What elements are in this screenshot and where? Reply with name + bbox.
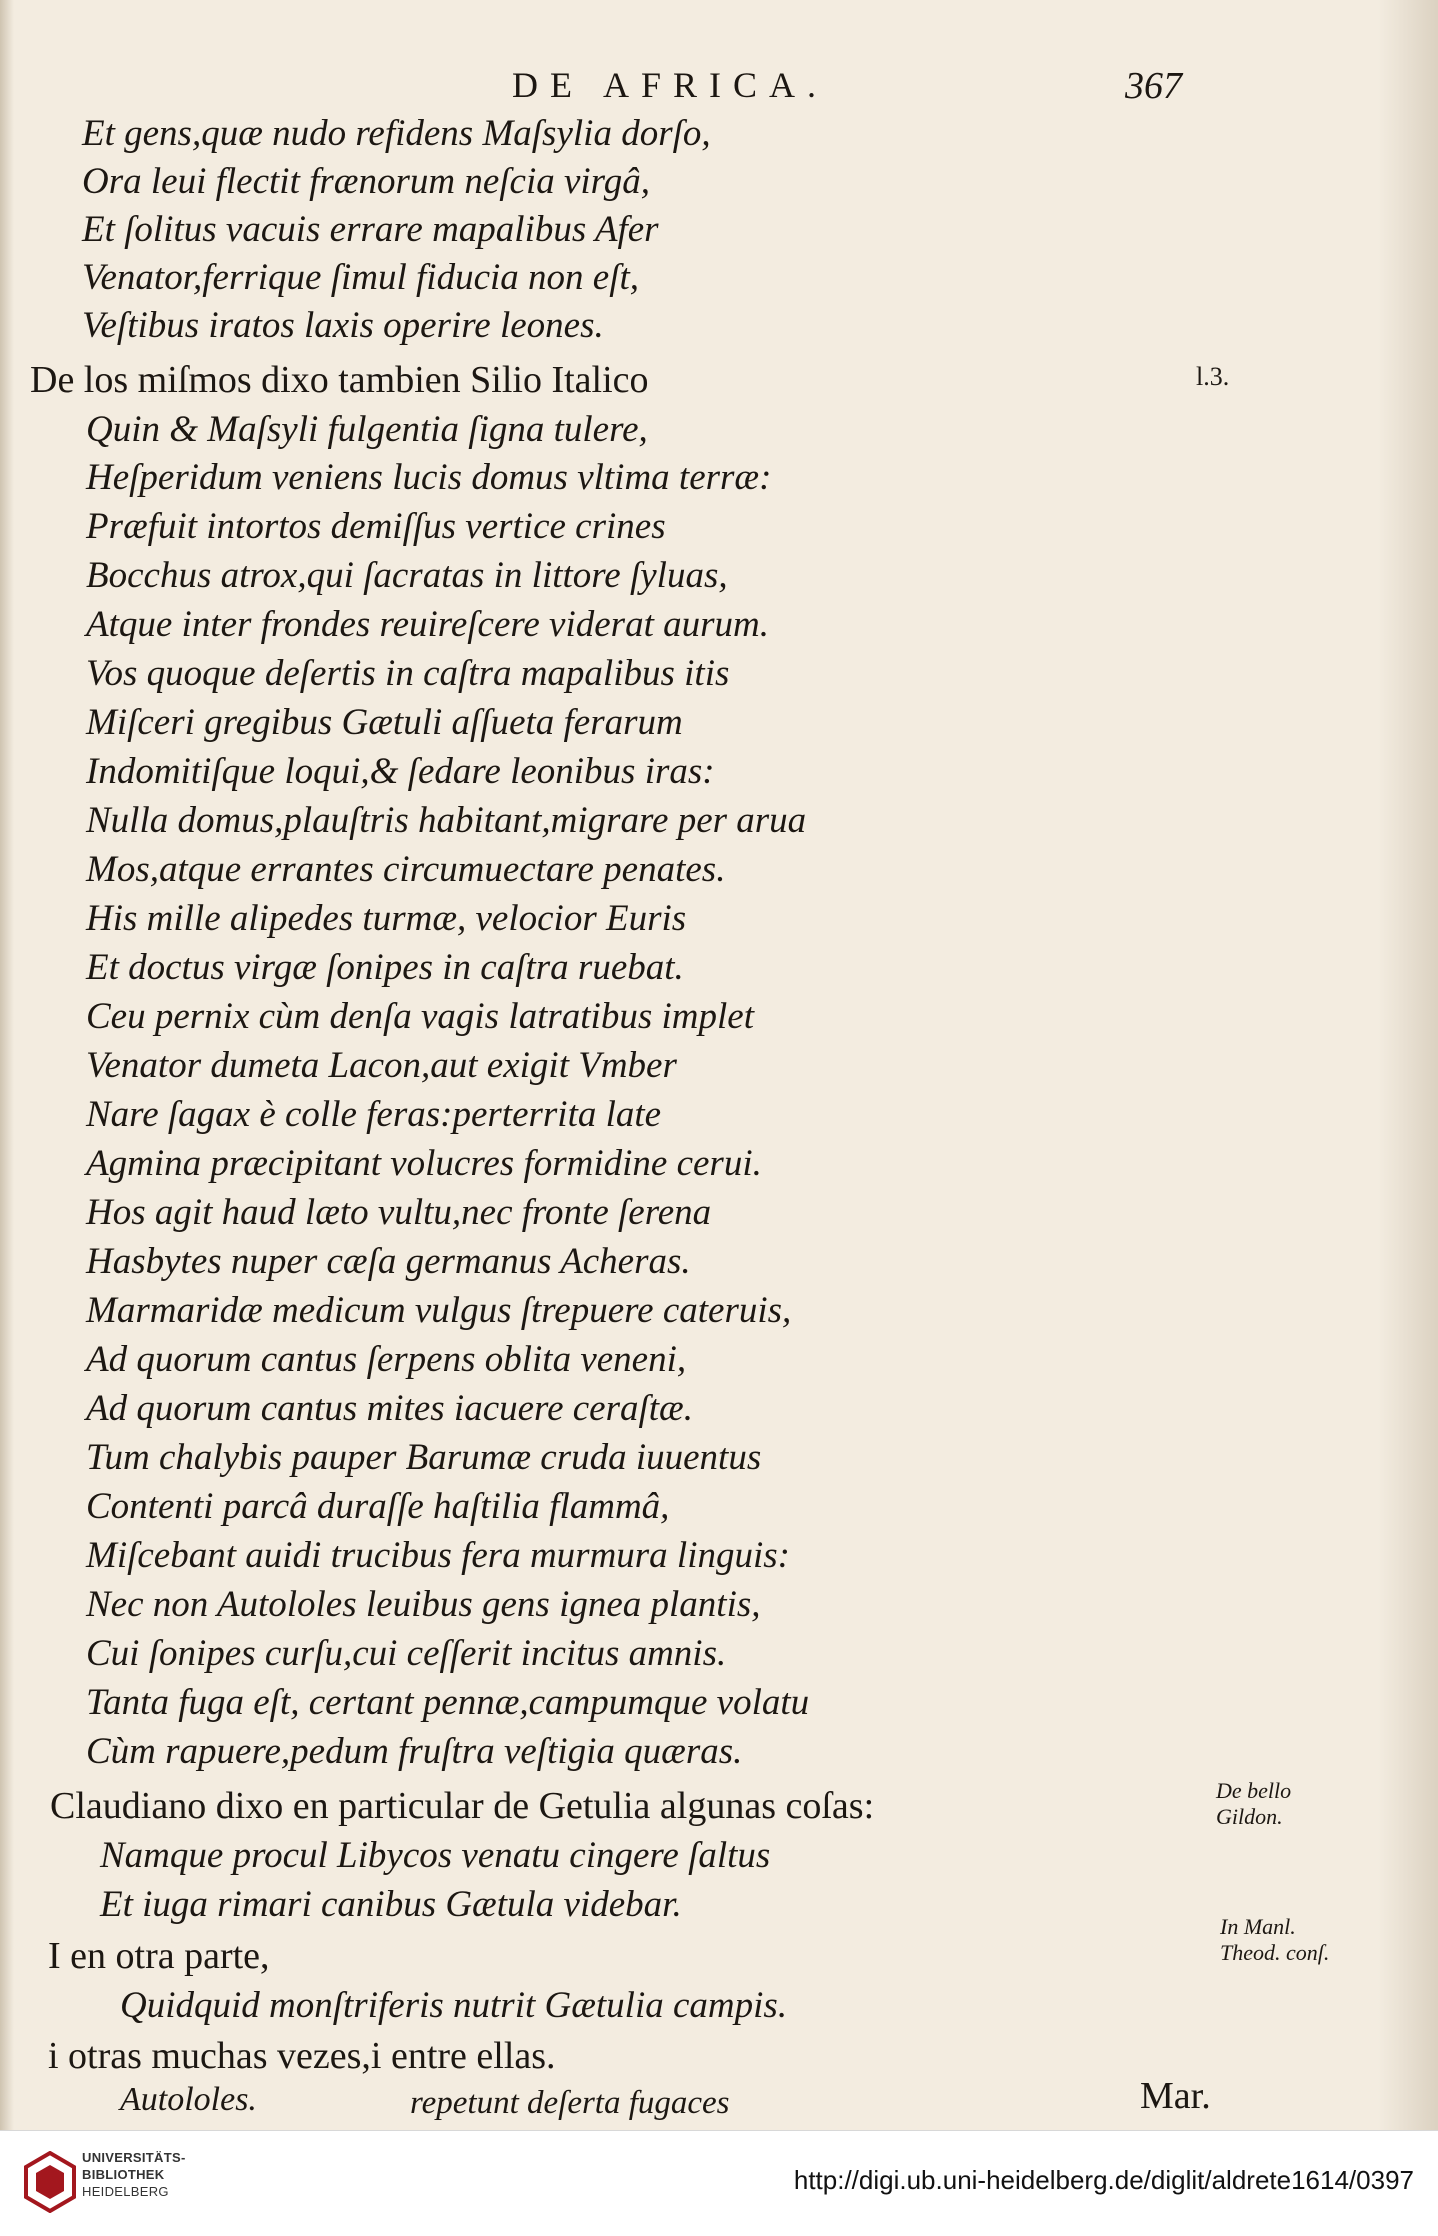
text-line: Ora leui flectit frænorum neſcia virgâ, (82, 161, 650, 202)
text-line: Agmina præcipitant volucres formidine cerui. (86, 1143, 762, 1184)
text-line: Veſtibus iratos laxis operire leones. (82, 305, 604, 346)
text-line: Atque inter frondes reuireſcere viderat aurum. (86, 604, 769, 645)
text-line: Quidquid monſtriferis nutrit Gætulia campis. (120, 1985, 788, 2026)
text-line: Hasbytes nuper cæſa germanus Acheras. (86, 1241, 691, 1282)
footer-bar (0, 2130, 1438, 2236)
text-line: Et ſolitus vacuis errare mapalibus Afer (82, 209, 659, 250)
text-line: Et doctus virgæ ſonipes in caſtra ruebat. (86, 947, 684, 988)
prose-line: Claudiano dixo en particular de Getulia algunas coſas: (50, 1785, 875, 1827)
text-line: Cui ſonipes curſu,cui ceſſerit incitus amnis. (86, 1633, 727, 1674)
text-line: Ceu pernix cùm denſa vagis latratibus implet (86, 996, 754, 1037)
text-line: Tum chalybis pauper Barumæ cruda iuuentus (86, 1437, 762, 1478)
library-name-line-3: HEIDELBERG (82, 2184, 169, 2199)
text-line: repetunt deſerta fugaces (410, 2085, 730, 2121)
text-line: Contenti parcâ duraſſe haſtilia flammâ, (86, 1486, 670, 1527)
text-line: Marmaridæ medicum vulgus ſtrepuere cateruis, (86, 1290, 792, 1331)
text-line: Et iuga rimari canibus Gætula videbar. (100, 1884, 682, 1925)
text-line: Heſperidum veniens lucis domus vltima terræ: (86, 457, 772, 498)
text-line: His mille alipedes turmæ, velocior Euris (86, 898, 687, 939)
page-edge-shadow (1378, 0, 1438, 2130)
text-line: Ad quorum cantus ſerpens oblita veneni, (86, 1339, 687, 1380)
text-line: Indomitiſque loqui,& ſedare leonibus iras: (86, 751, 715, 792)
text-line: Quin & Maſsyli fulgentia ſigna tulere, (86, 409, 648, 450)
library-name-line-1: UNIVERSITÄTS- (82, 2150, 186, 2165)
text-line: Præfuit intortos demiſſus vertice crines (86, 506, 666, 547)
page-number: 367 (1125, 65, 1182, 107)
text-line-last: Autololes. (120, 2081, 257, 2118)
text-line: Venator,ferrique ſimul fiducia non eſt, (82, 257, 640, 298)
prose-line: De los miſmos dixo tambien Silio Italico (30, 359, 649, 401)
gutter-shadow (0, 0, 14, 2130)
library-name (82, 2149, 186, 2200)
text-line: Nare ſagax è colle feras:perterrita late (86, 1094, 662, 1135)
text-line: Bocchus atrox,qui ſacratas in littore ſyluas, (86, 555, 728, 596)
margin-note-silius: l.3. (1196, 362, 1230, 391)
text-line: Nulla domus,plauſtris habitant,migrare per arua (86, 800, 807, 841)
text-line: Cùm rapuere,pedum fruſtra veſtigia quæras. (86, 1731, 743, 1772)
text-line: Et gens,quæ nudo refidens Maſsylia dorſo, (82, 113, 711, 154)
text-line: Ad quorum cantus mites iacuere ceraſtæ. (86, 1388, 693, 1429)
text-line: Miſceri gregibus Gætuli aſſueta ferarum (86, 702, 683, 743)
text-line: Venator dumeta Lacon,aut exigit Vmber (86, 1045, 677, 1086)
text-line: Miſcebant auidi trucibus fera murmura linguis: (86, 1535, 790, 1576)
margin-note-claudian-2: Gildon. (1216, 1804, 1283, 1829)
running-head: DE AFRICA. (511, 65, 829, 105)
catchword: Mar. (1140, 2075, 1211, 2117)
prose-line: I en otra parte, (48, 1935, 270, 1977)
text-line: Vos quoque deſertis in caſtra mapalibus itis (86, 653, 730, 694)
text-line: Nec non Autololes leuibus gens ignea plantis, (86, 1584, 761, 1625)
text-line: Hos agit haud læto vultu,nec fronte ſerena (86, 1192, 712, 1233)
text-line: Namque procul Libycos venatu cingere ſaltus (100, 1835, 771, 1876)
margin-note-claudian: De bello (1216, 1778, 1292, 1803)
source-url-link[interactable]: http://digi.ub.uni-heidelberg.de/diglit/aldrete1614/0397 (793, 2165, 1414, 2195)
library-name-line-2: BIBLIOTHEK (82, 2167, 165, 2182)
margin-note-manlius-2: Theod. conſ. (1220, 1940, 1330, 1965)
margin-note-manlius: In Manl. (1220, 1914, 1296, 1939)
text-line: Tanta fuga eſt, certant pennæ,campumque volatu (86, 1682, 810, 1723)
text-line: Mos,atque errantes circumuectare penates. (86, 849, 726, 890)
prose-line: i otras muchas vezes,i entre ellas. (48, 2035, 556, 2077)
library-logo-icon (24, 2151, 76, 2213)
